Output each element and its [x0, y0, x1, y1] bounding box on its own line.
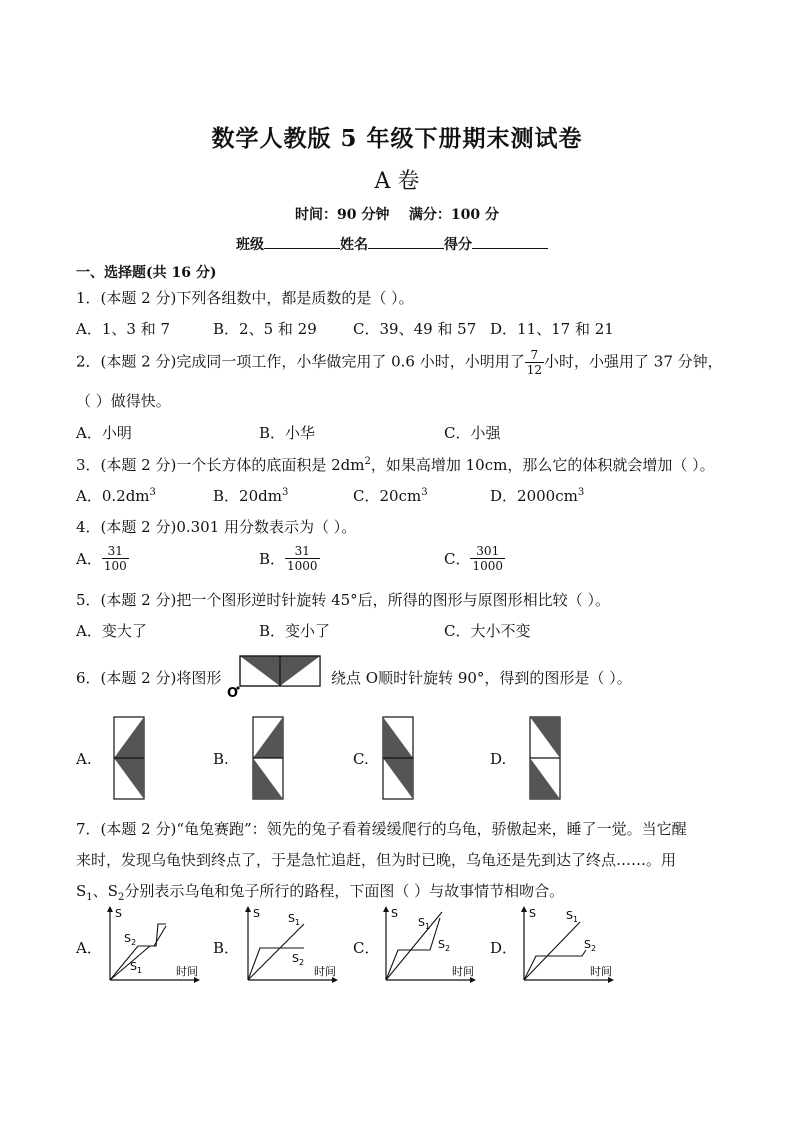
q6-option-b-label[interactable]: B.: [213, 750, 229, 768]
q4-a-den: 100: [103, 559, 127, 573]
q7-graph-a[interactable]: [102, 904, 202, 988]
q7-s2-letter: 、S: [92, 882, 118, 900]
q5-option-c[interactable]: C．大小不变: [444, 622, 531, 640]
q7-d-s2-line: [524, 950, 586, 980]
q4-a-num: 31: [102, 544, 129, 559]
name-blank[interactable]: [368, 234, 444, 249]
q7-c-s2-label: $S_2$: [438, 938, 451, 953]
q6-option-a-label[interactable]: A.: [76, 750, 92, 768]
q7-s2-sub: 2: [117, 892, 125, 903]
q7-b-y-label: S: [253, 907, 260, 920]
q4-option-c[interactable]: [444, 544, 505, 573]
q2-frac-num: 7: [525, 348, 544, 363]
q7-option-a-label[interactable]: A．: [76, 939, 102, 957]
page-title: 数学人教版 5 年级下册期末测试卷: [211, 125, 583, 152]
q3-stem-pre: 3．(本题 2 分)一个长方体的底面积是 2dm: [76, 456, 365, 474]
q2-stem: [76, 348, 723, 377]
q2-stem-pre: 2．(本题 2 分)完成同一项工作，小华做完用了 0.6 小时，小明用了: [76, 352, 525, 371]
q3-stem: [76, 454, 715, 475]
q7-d-s2-label: $S_2$: [584, 938, 597, 953]
q4-option-c-label: C．: [444, 550, 471, 568]
q6-option-d-label[interactable]: D.: [490, 750, 507, 768]
q3-option-a-text: A．0.2dm: [76, 487, 150, 505]
q6-option-c-figure[interactable]: [382, 716, 414, 801]
q7-graph-b[interactable]: [240, 904, 340, 988]
paper-subtitle: A 卷: [374, 169, 420, 194]
q1-option-a[interactable]: A．1、3 和 7: [76, 320, 170, 338]
q2-option-b[interactable]: B．小华: [259, 424, 316, 442]
q7-b-s1-label: $S_1$: [288, 912, 301, 927]
q4-c-den: 1000: [472, 559, 504, 573]
q6-stem-post: 绕点 O顺时针旋转 90°，得到的图形是（ ）。: [331, 669, 632, 687]
q4-b-den: 1000: [287, 559, 318, 573]
name-label: 姓名: [340, 237, 368, 253]
q7-a-s2-label: $S_2$: [124, 932, 137, 947]
q3-option-c-sup: 3: [421, 487, 428, 498]
q1-option-c[interactable]: C．39、49 和 57: [353, 320, 477, 338]
q2-fraction: [525, 348, 544, 377]
q3-option-b[interactable]: [213, 485, 288, 506]
q3-stem-sup: 2: [364, 456, 371, 467]
q6-stem-pre: 6．(本题 2 分)将图形: [76, 669, 222, 687]
q3-stem-post: ，如果高增加 10cm，那么它的体积就会增加（ ）。: [370, 456, 715, 474]
q7-d-x-label: 时间: [590, 965, 612, 978]
q3-option-b-text: B．20dm: [213, 487, 282, 505]
section-title: 一、选择题(共 16 分): [76, 265, 217, 281]
q1-option-b[interactable]: B．2、5 和 29: [213, 320, 317, 338]
q3-option-b-sup: 3: [281, 487, 289, 498]
q7-line3-post: 分别表示乌龟和兔子所行的路程，下面图（ ）与故事情节相吻合。: [124, 882, 565, 900]
q3-option-d-text: D．2000cm: [490, 487, 578, 505]
q4-stem: 4．(本题 2 分)0.301 用分数表示为（ ）。: [76, 518, 357, 536]
q7-option-d-label[interactable]: D．: [490, 939, 518, 957]
q3-option-c-text: C．20cm: [353, 487, 422, 505]
q7-line3: [76, 880, 564, 903]
q1-option-d[interactable]: D．11、17 和 21: [490, 320, 614, 338]
q7-graph-c[interactable]: [378, 904, 478, 988]
q4-option-a-label: A．: [76, 550, 102, 568]
q6-option-a-figure[interactable]: [113, 716, 145, 801]
class-label: 班级: [236, 237, 264, 253]
q4-option-a-fraction: [102, 544, 129, 573]
q3-option-a-sup: 3: [149, 487, 156, 498]
q7-b-x-label: 时间: [314, 965, 336, 978]
q2-stem-post: 小时，小强用了 37 分钟，: [544, 352, 723, 371]
exam-meta: 时间：90 分钟 满分：100 分: [295, 207, 499, 223]
q7-c-s1-line: [386, 912, 442, 980]
q7-a-x-label: 时间: [176, 965, 198, 978]
q7-graph-d[interactable]: [516, 904, 616, 988]
q7-line2: 来时，发现乌龟快到终点了，于是急忙追赶，但为时已晚，乌龟还是先到达了终点……。用: [76, 851, 677, 869]
score-label: 得分: [444, 237, 472, 253]
q7-b-s2-label: $S_2$: [292, 952, 305, 967]
q3-option-a[interactable]: [76, 485, 156, 506]
q7-c-x-label: 时间: [452, 965, 474, 978]
q6-point-label: O: [227, 686, 239, 698]
score-blank[interactable]: [472, 234, 548, 249]
q4-b-num: 31: [285, 544, 320, 559]
q2-stem-line2: （ ）做得快。: [76, 392, 171, 410]
q3-option-c[interactable]: [353, 485, 428, 506]
q7-a-y-label: S: [115, 907, 122, 920]
q3-option-d[interactable]: [490, 485, 584, 506]
q7-c-y-label: S: [391, 907, 398, 920]
q7-d-s1-line: [524, 922, 580, 980]
class-blank[interactable]: [264, 234, 340, 249]
q2-option-c[interactable]: C．小强: [444, 424, 501, 442]
student-info-row: [236, 234, 548, 254]
q5-option-b[interactable]: B．变小了: [259, 622, 331, 640]
q7-c-s1-label: $S_1$: [418, 916, 431, 931]
q6-original-figure: [226, 652, 326, 698]
q7-s1-sub: 1: [86, 892, 93, 903]
q6-option-b-figure[interactable]: [252, 716, 284, 801]
q4-option-b-label: B．: [259, 550, 286, 568]
q2-frac-den: 12: [526, 363, 543, 377]
q7-s1-letter: S: [76, 882, 87, 900]
q4-option-c-fraction: [470, 544, 505, 573]
q7-a-s1-label: $S_1$: [130, 960, 143, 975]
q1-stem: 1．(本题 2 分)下列各组数中，都是质数的是（ ）。: [76, 289, 414, 307]
q5-option-a[interactable]: A．变大了: [76, 622, 147, 640]
q5-stem: 5．(本题 2 分)把一个图形逆时针旋转 45°后，所得的图形与原图形相比较（ ）。: [76, 591, 610, 609]
q7-line1: 7．(本题 2 分)“龟兔赛跑”：领先的兔子看着缓缓爬行的乌龟，骄傲起来，睡了一觉。当它醒: [76, 820, 687, 838]
q4-option-b-fraction: [285, 544, 320, 573]
q6-option-c-label[interactable]: C.: [353, 750, 369, 768]
q7-option-b-label[interactable]: B．: [213, 939, 240, 957]
q4-c-num: 301: [470, 544, 505, 559]
q7-d-y-label: S: [529, 907, 536, 920]
q7-option-c-label[interactable]: C．: [353, 939, 380, 957]
q3-option-d-sup: 3: [577, 487, 585, 498]
q6-option-d-figure[interactable]: [529, 716, 561, 801]
q7-d-s1-label: $S_1$: [566, 909, 579, 924]
q2-option-a[interactable]: A．小明: [76, 424, 132, 442]
q4-option-b[interactable]: [259, 544, 320, 573]
q4-option-a[interactable]: [76, 544, 129, 573]
